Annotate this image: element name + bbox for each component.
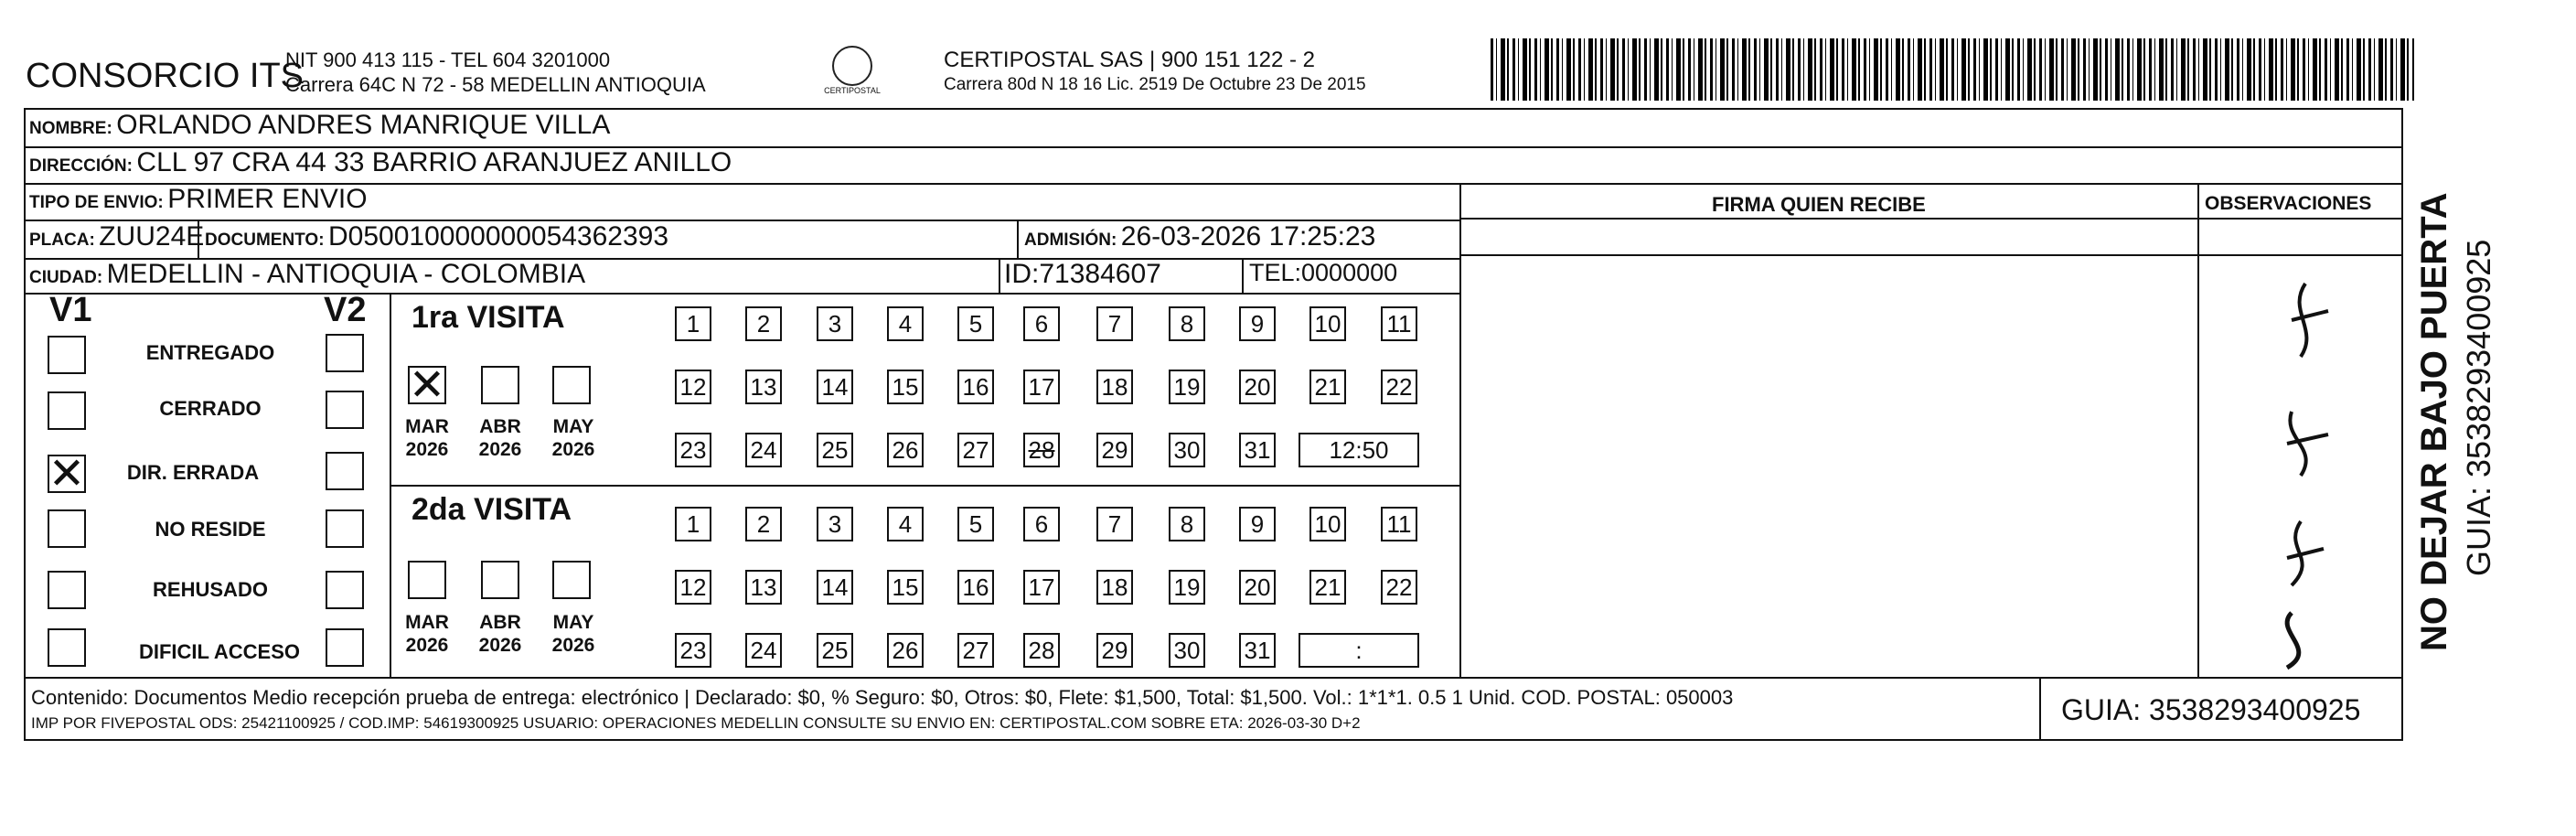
v2-rehusado-checkbox[interactable] [326, 571, 364, 609]
visit2-mar-checkbox[interactable] [408, 561, 446, 599]
carrier-address: Carrera 80d N 18 16 Lic. 2519 De Octubre 23 De 2015 [944, 75, 1366, 94]
visit2-title: 2da VISITA [412, 492, 572, 527]
visit2-day-24[interactable]: 24 [745, 633, 782, 668]
documento-value: D050010000000054362393 [328, 221, 669, 252]
visit2-day-18[interactable]: 18 [1096, 570, 1133, 605]
visit1-day-21[interactable]: 21 [1309, 370, 1346, 404]
v1-dir-errada-mark: ✕ [48, 448, 86, 499]
direccion-row [29, 147, 732, 178]
visit2-day-10[interactable]: 10 [1309, 507, 1346, 541]
visit1-day-13[interactable]: 13 [745, 370, 782, 404]
visit1-day-2[interactable]: 2 [745, 306, 782, 341]
placa-field [29, 221, 204, 252]
visit1-may-checkbox[interactable] [552, 366, 591, 404]
visit1-day-7[interactable]: 7 [1096, 306, 1133, 341]
visit1-day-3[interactable]: 3 [817, 306, 853, 341]
visit2-month-mar: MAR 2026 [405, 612, 449, 656]
side-warning: NO DEJAR BAJO PUERTA [2414, 192, 2454, 651]
visit1-day-25[interactable]: 25 [817, 433, 853, 467]
certipostal-logo-icon [832, 46, 872, 86]
nit-line: NIT 900 413 115 - TEL 604 3201000 [285, 48, 611, 71]
status-no-reside: NO RESIDE [155, 518, 266, 541]
nombre-row [29, 110, 610, 141]
v2-label: V2 [324, 291, 367, 329]
visit2-day-26[interactable]: 26 [887, 633, 924, 668]
visit2-day-16[interactable]: 16 [957, 570, 994, 605]
visit1-day-20[interactable]: 20 [1239, 370, 1276, 404]
company-info [285, 48, 706, 97]
visit2-day-25[interactable]: 25 [817, 633, 853, 668]
visit1-day-26[interactable]: 26 [887, 433, 924, 467]
tipo-envio-row [29, 184, 368, 215]
visit1-day-4[interactable]: 4 [887, 306, 924, 341]
documento-field [205, 221, 668, 252]
visit1-day-18[interactable]: 18 [1096, 370, 1133, 404]
visit1-mar-mark: ✕ [408, 359, 446, 411]
visit1-day-14[interactable]: 14 [817, 370, 853, 404]
v2-entregado-checkbox[interactable] [326, 334, 364, 372]
signature-area[interactable] [1463, 256, 2195, 675]
status-dificil-acceso: DIFICIL ACCESO [138, 640, 300, 663]
nombre-value: ORLANDO ANDRES MANRIQUE VILLA [116, 110, 611, 140]
visit2-day-6[interactable]: 6 [1023, 507, 1060, 541]
visit2-day-21[interactable]: 21 [1309, 570, 1346, 605]
admision-label: ADMISIÓN: [1024, 230, 1117, 250]
visit2-abr-checkbox[interactable] [481, 561, 519, 599]
visit2-day-22[interactable]: 22 [1381, 570, 1417, 605]
logo-text: CERTIPOSTAL [824, 86, 881, 95]
visit2-day-5[interactable]: 5 [957, 507, 994, 541]
visit2-day-7[interactable]: 7 [1096, 507, 1133, 541]
nombre-label: NOMBRE: [29, 119, 112, 138]
visit2-day-4[interactable]: 4 [887, 507, 924, 541]
v2-dir-errada-checkbox[interactable] [326, 452, 364, 490]
footer-print-line: IMP POR FIVEPOSTAL ODS: 25421100925 / COD.IMP: 54619300925 USUARIO: OPERACIONES MEDELLIN CONSULTE SU ENVIO EN: CERTIPOSTAL.COM SOBRE ETA: 2026-03-30 D+2 [31, 714, 1361, 732]
visit1-day-23[interactable]: 23 [675, 433, 711, 467]
v1-label: V1 [49, 291, 92, 329]
visit1-day-28[interactable]: 28 [1023, 433, 1060, 467]
visit2-day-28[interactable]: 28 [1023, 633, 1060, 668]
status-cerrado: CERRADO [159, 397, 262, 420]
visit2-day-11[interactable]: 11 [1381, 507, 1417, 541]
visit2-day-19[interactable]: 19 [1169, 570, 1205, 605]
barcode [1491, 38, 2414, 101]
handwritten-signature-icon [2200, 256, 2401, 675]
visit1-day-6[interactable]: 6 [1023, 306, 1060, 341]
visit1-day-15[interactable]: 15 [887, 370, 924, 404]
visit2-day-2[interactable]: 2 [745, 507, 782, 541]
direccion-label: DIRECCIÓN: [29, 156, 133, 176]
status-dir-errada: DIR. ERRADA [126, 461, 260, 484]
visit2-month-may: MAY 2026 [551, 612, 595, 656]
placa-value: ZUU24E [99, 221, 205, 252]
id-value: ID:71384607 [1004, 259, 1161, 289]
visit2-day-14[interactable]: 14 [817, 570, 853, 605]
visit2-day-15[interactable]: 15 [887, 570, 924, 605]
footer-guia: GUIA: 3538293400925 [2061, 693, 2361, 726]
status-entregado: ENTREGADO [145, 341, 275, 364]
ciudad-value: MEDELLIN - ANTIOQUIA - COLOMBIA [106, 259, 586, 289]
visit1-day-17[interactable]: 17 [1023, 370, 1060, 404]
documento-label: DOCUMENTO: [205, 230, 325, 250]
visit2-may-checkbox[interactable] [552, 561, 591, 599]
placa-label: PLACA: [29, 230, 95, 250]
admision-field [1024, 221, 1375, 252]
ciudad-field [29, 259, 585, 290]
visit2-day-27[interactable]: 27 [957, 633, 994, 668]
visit2-day-9[interactable]: 9 [1239, 507, 1276, 541]
direccion-value: CLL 97 CRA 44 33 BARRIO ARANJUEZ ANILLO [136, 147, 732, 177]
company-name: CONSORCIO ITS [26, 57, 305, 95]
visit2-day-1[interactable]: 1 [675, 507, 711, 541]
visit1-title: 1ra VISITA [412, 300, 565, 335]
v2-dificil-acceso-checkbox[interactable] [326, 628, 364, 667]
visit1-day-12[interactable]: 12 [675, 370, 711, 404]
tel-value: TEL:0000000 [1249, 259, 1398, 286]
status-rehusado: REHUSADO [153, 578, 268, 601]
visit1-day-10[interactable]: 10 [1309, 306, 1346, 341]
visit1-month-may: MAY 2026 [551, 416, 595, 460]
visit2-day-31[interactable]: 31 [1239, 633, 1276, 668]
visit2-day-29[interactable]: 29 [1096, 633, 1133, 668]
visit1-month-mar: MAR 2026 [405, 416, 449, 460]
footer-content-line: Contenido: Documentos Medio recepción prueba de entrega: electrónico | Declarado: $0, % Seguro: $0, Otros: $0, Flete: $1,500, Total: $1,500. Vol.: 1*1*1. 0.5 1 Unid. COD. POSTAL: 050003 [31, 686, 1734, 709]
observaciones-area[interactable] [2200, 256, 2401, 675]
company-address: Carrera 64C N 72 - 58 MEDELLIN ANTIOQUIA [285, 73, 706, 96]
carrier-info [944, 48, 1366, 97]
visit1-day-29[interactable]: 29 [1096, 433, 1133, 467]
carrier-name: CERTIPOSTAL SAS | 900 151 122 - 2 [944, 48, 1315, 72]
visit2-day-12[interactable]: 12 [675, 570, 711, 605]
visit2-month-abr: ABR 2026 [478, 612, 522, 656]
visit2-day-3[interactable]: 3 [817, 507, 853, 541]
visit1-day-31[interactable]: 31 [1239, 433, 1276, 467]
visit2-day-13[interactable]: 13 [745, 570, 782, 605]
visit1-day-24[interactable]: 24 [745, 433, 782, 467]
side-guia: GUIA: 3538293400925 [2460, 239, 2497, 576]
visit1-day-9[interactable]: 9 [1239, 306, 1276, 341]
visit2-day-8[interactable]: 8 [1169, 507, 1205, 541]
visit1-day-8[interactable]: 8 [1169, 306, 1205, 341]
v1-dificil-acceso-checkbox[interactable] [48, 628, 86, 667]
v1-no-reside-checkbox[interactable] [48, 509, 86, 548]
visit2-day-23[interactable]: 23 [675, 633, 711, 668]
observaciones-label: OBSERVACIONES [2205, 193, 2372, 214]
visit1-day-16[interactable]: 16 [957, 370, 994, 404]
visit1-abr-checkbox[interactable] [481, 366, 519, 404]
visit1-day-5[interactable]: 5 [957, 306, 994, 341]
visit2-time-box[interactable]: : [1299, 633, 1419, 668]
visit1-day-22[interactable]: 22 [1381, 370, 1417, 404]
v1-entregado-checkbox[interactable] [48, 336, 86, 374]
visit2-day-20[interactable]: 20 [1239, 570, 1276, 605]
visit1-month-abr: ABR 2026 [478, 416, 522, 460]
ciudad-label: CIUDAD: [29, 268, 103, 287]
visit2-day-30[interactable]: 30 [1169, 633, 1205, 668]
visit1-day-11[interactable]: 11 [1381, 306, 1417, 341]
v1-cerrado-checkbox[interactable] [48, 391, 86, 430]
visit2-day-17[interactable]: 17 [1023, 570, 1060, 605]
tipo-envio-label: TIPO DE ENVIO: [29, 193, 164, 212]
visit1-time-box[interactable]: 12:50 [1299, 433, 1419, 467]
visit1-day-27[interactable]: 27 [957, 433, 994, 467]
visit1-day-30[interactable]: 30 [1169, 433, 1205, 467]
tipo-envio-value: PRIMER ENVIO [167, 184, 368, 214]
visit1-day-1[interactable]: 1 [675, 306, 711, 341]
v2-cerrado-checkbox[interactable] [326, 391, 364, 429]
firma-label: FIRMA QUIEN RECIBE [1712, 193, 1926, 216]
v2-no-reside-checkbox[interactable] [326, 509, 364, 548]
v1-rehusado-checkbox[interactable] [48, 571, 86, 609]
visit1-day-19[interactable]: 19 [1169, 370, 1205, 404]
admision-value: 26-03-2026 17:25:23 [1120, 221, 1376, 252]
